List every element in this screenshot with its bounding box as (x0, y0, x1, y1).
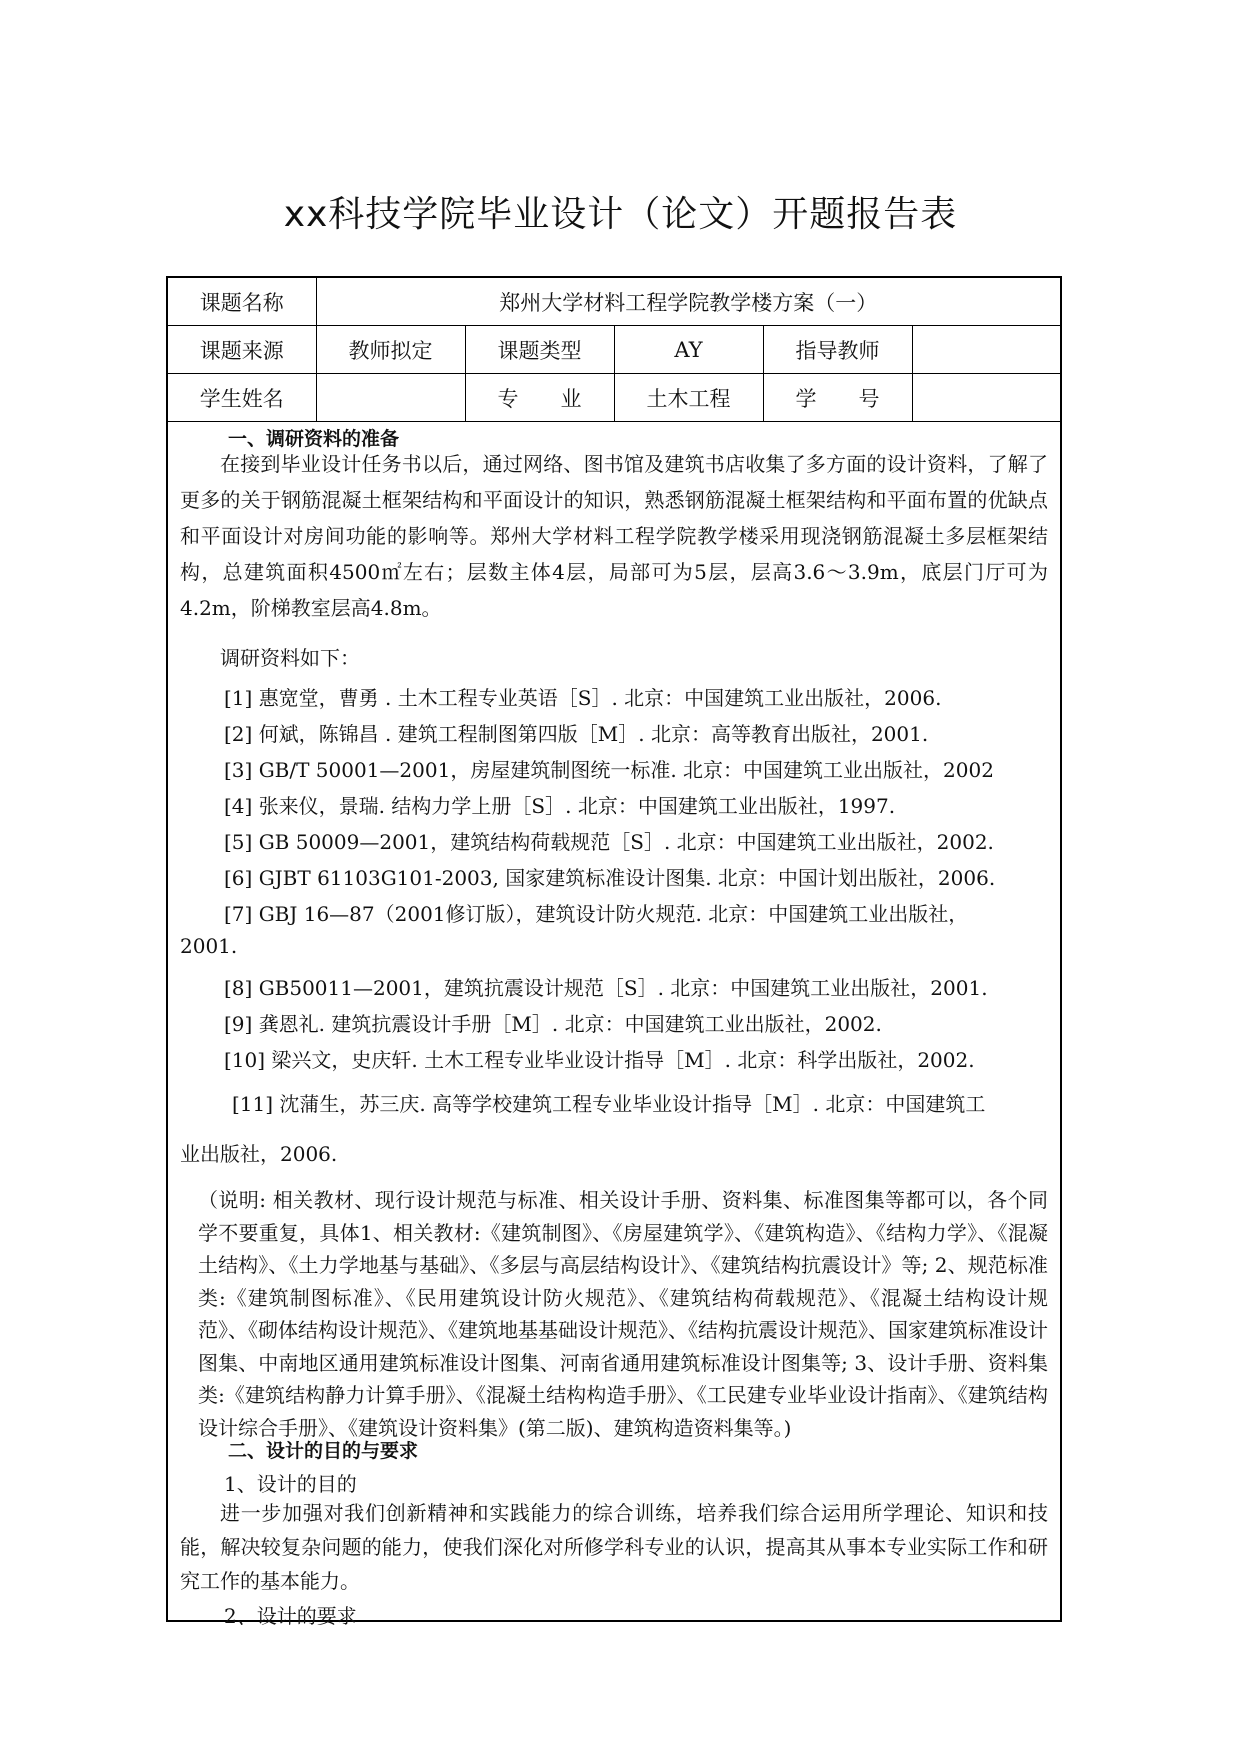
id-value (912, 374, 1060, 422)
id-label: 学 号 (763, 374, 912, 422)
reference-item: [2] 何斌，陈锦昌 . 建筑工程制图第四版［M］. 北京：高等教育出版社，2001. (224, 722, 929, 746)
reference-item: [4] 张来仪，景瑞. 结构力学上册［S］. 北京：中国建筑工业出版社，1997. (224, 794, 896, 818)
advisor-value (912, 326, 1060, 374)
section2-subheading-requirements: 2、设计的要求 (224, 1604, 357, 1628)
reference-item: 2001. (180, 934, 238, 958)
section2-heading: 二、设计的目的与要求 (228, 1440, 419, 1462)
topic-value: 郑州大学材料工程学院教学楼方案（一） (316, 278, 1060, 326)
source-value: 教师拟定 (316, 326, 465, 374)
type-label: 课题类型 (465, 326, 614, 374)
reference-item: [10] 梁兴文，史庆轩. 土木工程专业毕业设计指导［M］. 北京：科学出版社，2002. (224, 1048, 975, 1072)
report-form (166, 276, 1062, 1628)
reference-item: 业出版社，2006. (180, 1142, 338, 1166)
info-table (168, 278, 1060, 422)
major-value: 土木工程 (614, 374, 763, 422)
refs-intro: 调研资料如下： (220, 646, 360, 670)
section2-purpose: 进一步加强对我们创新精神和实践能力的综合训练，培养我们综合运用所学理论、知识和技能，解决较复杂问题的能力，使我们深化对所修学科专业的认识，提高其从事本专业实际工作和研究工作的基本能力。 (180, 1501, 1048, 1593)
table-row (168, 374, 1060, 422)
source-label: 课题来源 (168, 326, 316, 374)
reference-item: [11] 沈蒲生，苏三庆. 高等学校建筑工程专业毕业设计指导［M］. 北京：中国建筑工 (232, 1092, 986, 1116)
student-label: 学生姓名 (168, 374, 316, 422)
reference-item: [8] GB50011—2001，建筑抗震设计规范［S］. 北京：中国建筑工业出版社，2001. (224, 976, 988, 1000)
reference-item: [3] GB/T 50001—2001，房屋建筑制图统一标准. 北京：中国建筑工业出版社，2002 (224, 758, 994, 782)
major-label: 专 业 (465, 374, 614, 422)
reference-item: [5] GB 50009—2001，建筑结构荷载规范［S］. 北京：中国建筑工业出版社，2002. (224, 830, 994, 854)
page-title: xx科技学院毕业设计（论文）开题报告表 (283, 194, 958, 235)
topic-label: 课题名称 (168, 278, 316, 326)
reference-item: [6] GJBT 61103G101-2003, 国家建筑标准设计图集. 北京：中国计划出版社，2006. (224, 866, 996, 890)
section1-heading: 一、调研资料的准备 (228, 428, 400, 450)
advisor-label: 指导教师 (763, 326, 912, 374)
reference-item: [9] 龚恩礼. 建筑抗震设计手册［M］. 北京：中国建筑工业出版社，2002. (224, 1012, 882, 1036)
reference-item: [7] GBJ 16—87（2001修订版），建筑设计防火规范. 北京：中国建筑工业出版社， (224, 902, 969, 926)
type-value: AY (614, 326, 763, 374)
table-row (168, 326, 1060, 374)
section1-paragraph: 在接到毕业设计任务书以后，通过网络、图书馆及建筑书店收集了多方面的设计资料，了解了更多的关于钢筋混凝土框架结构和平面设计的知识，熟悉钢筋混凝土框架结构和平面布置的优缺点和平面设计对房间功能的影响等。郑州大学材料工程学院教学楼采用现浇钢筋混凝土多层框架结构，总建筑面积4500㎡左右；层数主体4层，局部可为5层，层高3.6～3.9m，底层门厅可为4.2m，阶梯教室层高4.8m。 (180, 452, 1048, 620)
section1-note: （说明: 相关教材、现行设计规范与标准、相关设计手册、资料集、标准图集等都可以，各个同学不要重复，具体1、相关教材:《建筑制图》、《房屋建筑学》、《建筑构造》、《结构力学》、《混凝土结构》、《土力学地基与基础》、《多层与高层结构设计》、《建筑结构抗震设计》等; 2、规范标准类:《建筑制图标准》、《民用建筑设计防火规范》、《建筑结构荷载规范》、《混凝土结构设计规范》、《砌体结构设计规范》、《建筑地基基础设计规范》、《结构抗震设计规范》、国家建筑标准设计图集、中南地区通用建筑标准设计图集、河南省通用建筑标准设计图集等; 3、设计手册、资料集类:《建筑结构静力计算手册》、《混凝土结构构造手册》、《工民建专业毕业设计指南》、《建筑结构设计综合手册》、《建筑设计资料集》(第二版)、建筑构造资料集等。) (198, 1188, 1048, 1440)
section2-subheading-purpose: 1、设计的目的 (224, 1472, 357, 1496)
student-value (316, 374, 465, 422)
reference-item: [1] 惠宽堂，曹勇 . 土木工程专业英语［S］. 北京：中国建筑工业出版社，2006. (224, 686, 942, 710)
table-row (168, 278, 1060, 326)
